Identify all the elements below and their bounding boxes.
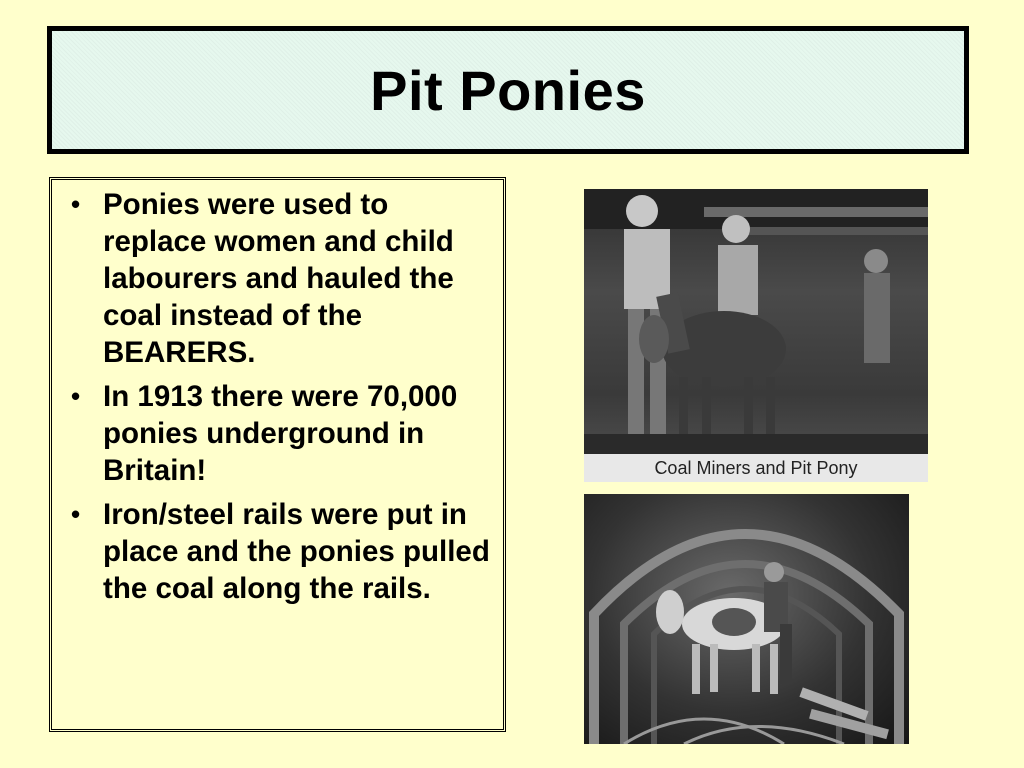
title-box [47, 26, 969, 154]
bullet-text: Ponies were used to replace women and child labourers and hauled the coal instead of the BEARERS. [103, 188, 454, 369]
bullet-text: Iron/steel rails were put in place and the ponies pulled the coal along the rails. [103, 498, 490, 605]
bullet-item [60, 496, 493, 607]
bullet-icon: • [71, 189, 81, 219]
slide-title: Pit Ponies [370, 58, 646, 122]
bullet-item [60, 378, 493, 489]
bullet-list [60, 186, 493, 607]
bullet-icon: • [71, 381, 81, 411]
photo-coal-miners-and-pit-pony [584, 189, 928, 482]
bullet-icon: • [71, 499, 81, 529]
bullet-text-box [49, 177, 506, 732]
photo-caption: Coal Miners and Pit Pony [584, 454, 928, 482]
bullet-text: In 1913 there were 70,000 ponies underground in Britain! [103, 380, 458, 487]
photo-pony-in-tunnel [584, 494, 909, 744]
photo-tunnel-drawing [584, 494, 909, 744]
bullet-item [60, 186, 493, 371]
photo-miners-drawing [584, 189, 928, 454]
